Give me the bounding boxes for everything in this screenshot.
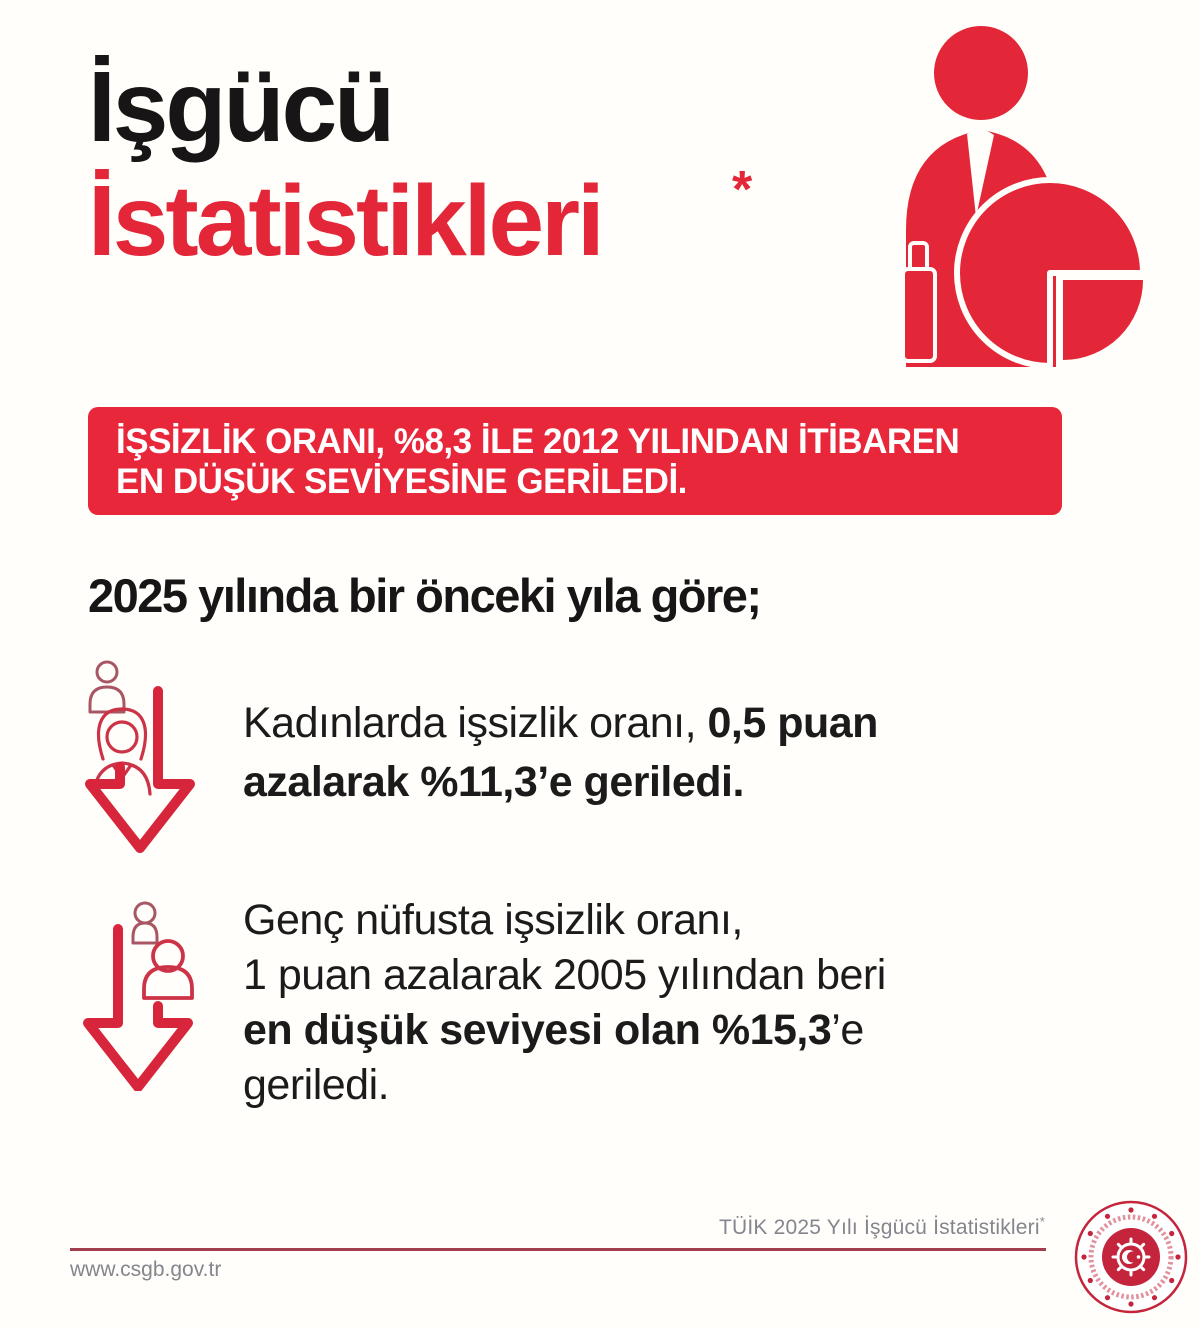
title-line-1: İşgücü xyxy=(88,51,393,163)
bullet-2-line-3 xyxy=(243,1003,886,1058)
bullet-2-text xyxy=(243,893,886,1113)
headline-banner xyxy=(88,407,1062,515)
banner-line-2: EN DÜŞÜK SEVİYESİNE GERİLEDİ. xyxy=(116,462,687,501)
title-line-2: İstatistikleri xyxy=(88,165,602,277)
bullet-1-line-1-bold: 0,5 puan xyxy=(707,699,878,747)
bullet-1-line-2 xyxy=(243,753,878,812)
footer-source-asterisk: * xyxy=(1039,1214,1045,1229)
bullet-2-line-4: geriledi. xyxy=(243,1061,390,1109)
page-title xyxy=(88,50,602,278)
bullet-1-text xyxy=(243,694,878,812)
businessperson-piechart-icon xyxy=(880,22,1170,372)
bullet-2-line-3-bold: en düşük seviyesi olan %15,3 xyxy=(243,1006,832,1054)
footer-source-note xyxy=(719,1214,1045,1240)
bullet-2-line-1: Genç nüfusta işsizlik oranı, xyxy=(243,896,743,944)
footer-source-text: TÜİK 2025 Yılı İşgücü İstatistikleri xyxy=(718,1216,1040,1239)
bullet-1-line-1-regular: Kadınlarda işsizlik oranı, xyxy=(243,699,708,747)
bullet-2-line-2: 1 puan azalarak 2005 yılından beri xyxy=(243,951,886,999)
title-asterisk: * xyxy=(732,161,753,219)
footer-website: www.csgb.gov.tr xyxy=(70,1258,222,1281)
bullet-2-line-3-regular: ’e xyxy=(831,1006,864,1054)
section-heading: 2025 yılında bir önceki yıla göre; xyxy=(88,569,761,622)
ministry-seal-logo xyxy=(1072,1198,1190,1316)
bullet-1-line-1 xyxy=(243,694,878,753)
women-unemployment-decrease-icon xyxy=(82,656,202,856)
footer-divider-line xyxy=(70,1248,1046,1251)
banner-line-1: İŞSİZLİK ORANI, %8,3 İLE 2012 YILINDAN İTİBAREN xyxy=(116,422,960,461)
youth-unemployment-decrease-icon xyxy=(82,896,202,1091)
bullet-1-line-2-bold: azalarak %11,3’e geriledi. xyxy=(243,758,744,806)
